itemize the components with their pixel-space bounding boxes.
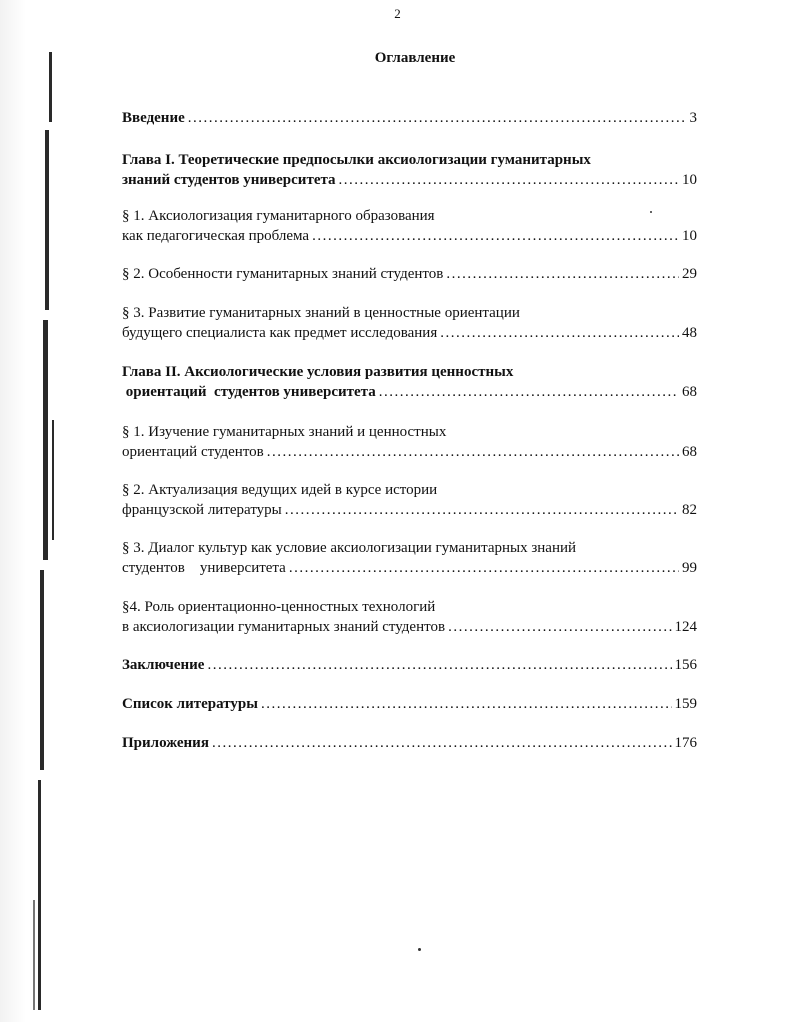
toc-page-number: 68: [682, 384, 697, 400]
toc-entry-last-line: [122, 442, 697, 462]
toc-entry: [122, 206, 697, 246]
toc-entry-last-line: [122, 226, 697, 246]
toc-entry-text: знаний студентов университета: [122, 172, 336, 188]
toc-entry-line: § 3. Развитие гуманитарных знаний в ценностные ориентации: [122, 305, 520, 321]
dot-leader: [267, 442, 679, 462]
toc-entry: [122, 694, 697, 714]
toc-entry-text: ориентаций студентов: [122, 444, 264, 460]
dot-leader: [285, 500, 679, 520]
toc-page-number: 176: [674, 735, 697, 751]
toc-entry: [122, 733, 697, 753]
toc-page-number: 156: [674, 657, 697, 673]
toc-entry: [122, 422, 697, 462]
dot-leader: [440, 323, 679, 343]
scan-binding-edge: [0, 0, 70, 1022]
toc-entry-last-line: [122, 108, 697, 128]
dot-leader: [339, 170, 679, 190]
toc-entry: [122, 480, 697, 520]
toc-entry-line: § 3. Диалог культур как условие аксиологизации гуманитарных знаний: [122, 540, 577, 556]
dot-leader: [212, 733, 672, 753]
toc-entry-last-line: [122, 558, 697, 578]
toc-page-number: 29: [682, 266, 697, 282]
dot-leader: [207, 655, 671, 675]
toc-entry-text: Введение: [122, 110, 185, 126]
toc-entry-line: § 2. Актуализация ведущих идей в курсе истории: [122, 482, 438, 498]
toc-entry: [122, 655, 697, 675]
dot-leader: [261, 694, 672, 714]
toc-entry-text: Заключение: [122, 657, 205, 673]
scan-speck: [650, 211, 652, 213]
binding-mark: [45, 130, 49, 310]
toc-entry-text: студентов университета: [122, 560, 286, 576]
toc-entry-last-line: [122, 655, 697, 675]
toc-page-number: 82: [682, 502, 697, 518]
toc-entry: [122, 538, 697, 578]
binding-mark: [40, 570, 44, 770]
binding-mark: [43, 320, 48, 560]
toc-title: Оглавление: [374, 50, 456, 66]
toc-page-number: 10: [682, 172, 697, 188]
binding-mark: [52, 420, 54, 540]
toc-entry-last-line: [122, 382, 697, 402]
toc-entry-text: в аксиологизации гуманитарных знаний студентов: [122, 619, 446, 635]
dot-leader: [188, 108, 687, 128]
toc-entry-last-line: [122, 733, 697, 753]
toc-entry-line: §4. Роль ориентационно-ценностных технологий: [122, 599, 436, 615]
toc-entry-last-line: [122, 694, 697, 714]
toc-entry-line: Глава I. Теоретические предпосылки аксиологизации гуманитарных: [122, 152, 591, 168]
scan-speck: [418, 948, 421, 951]
toc-entry: [122, 108, 697, 128]
toc-page-number: 48: [682, 325, 697, 341]
dot-leader: [312, 226, 679, 246]
toc-page-number: 3: [689, 110, 697, 126]
toc-entry-text: Приложения: [122, 735, 209, 751]
toc-entry-last-line: [122, 264, 697, 284]
toc-page-number: 68: [682, 444, 697, 460]
toc-entry-last-line: [122, 323, 697, 343]
toc-entry-line: § 1. Аксиологизация гуманитарного образования: [122, 208, 435, 224]
toc-entry-text: как педагогическая проблема: [122, 228, 310, 244]
binding-mark: [38, 780, 41, 1010]
toc-entry-line: § 1. Изучение гуманитарных знаний и ценностных: [122, 424, 447, 440]
toc-entry: [122, 150, 697, 190]
toc-entry-line: Глава II. Аксиологические условия развития ценностных: [122, 364, 514, 380]
toc-entry-text: французской литературы: [122, 502, 282, 518]
dot-leader: [446, 264, 679, 284]
toc-page-number: 99: [682, 560, 697, 576]
toc-entry-text: будущего специалиста как предмет исследования: [122, 325, 438, 341]
toc-entry-last-line: [122, 500, 697, 520]
toc-page-number: 124: [674, 619, 697, 635]
page-number: 2: [394, 6, 401, 21]
toc-entry: [122, 264, 697, 284]
toc-entry-text: ориентаций студентов университета: [122, 384, 376, 400]
toc-entry: [122, 597, 697, 637]
binding-mark: [33, 900, 35, 1010]
dot-leader: [448, 617, 671, 637]
toc-entry-last-line: [122, 170, 697, 190]
dot-leader: [379, 382, 679, 402]
toc-entry: [122, 303, 697, 343]
toc-entry: [122, 362, 697, 402]
toc-entry-text: Список литературы: [122, 696, 258, 712]
toc-page-number: 10: [682, 228, 697, 244]
toc-page-number: 159: [674, 696, 697, 712]
toc-entry-text: § 2. Особенности гуманитарных знаний студентов: [122, 266, 444, 282]
dot-leader: [289, 558, 679, 578]
toc-entry-last-line: [122, 617, 697, 637]
